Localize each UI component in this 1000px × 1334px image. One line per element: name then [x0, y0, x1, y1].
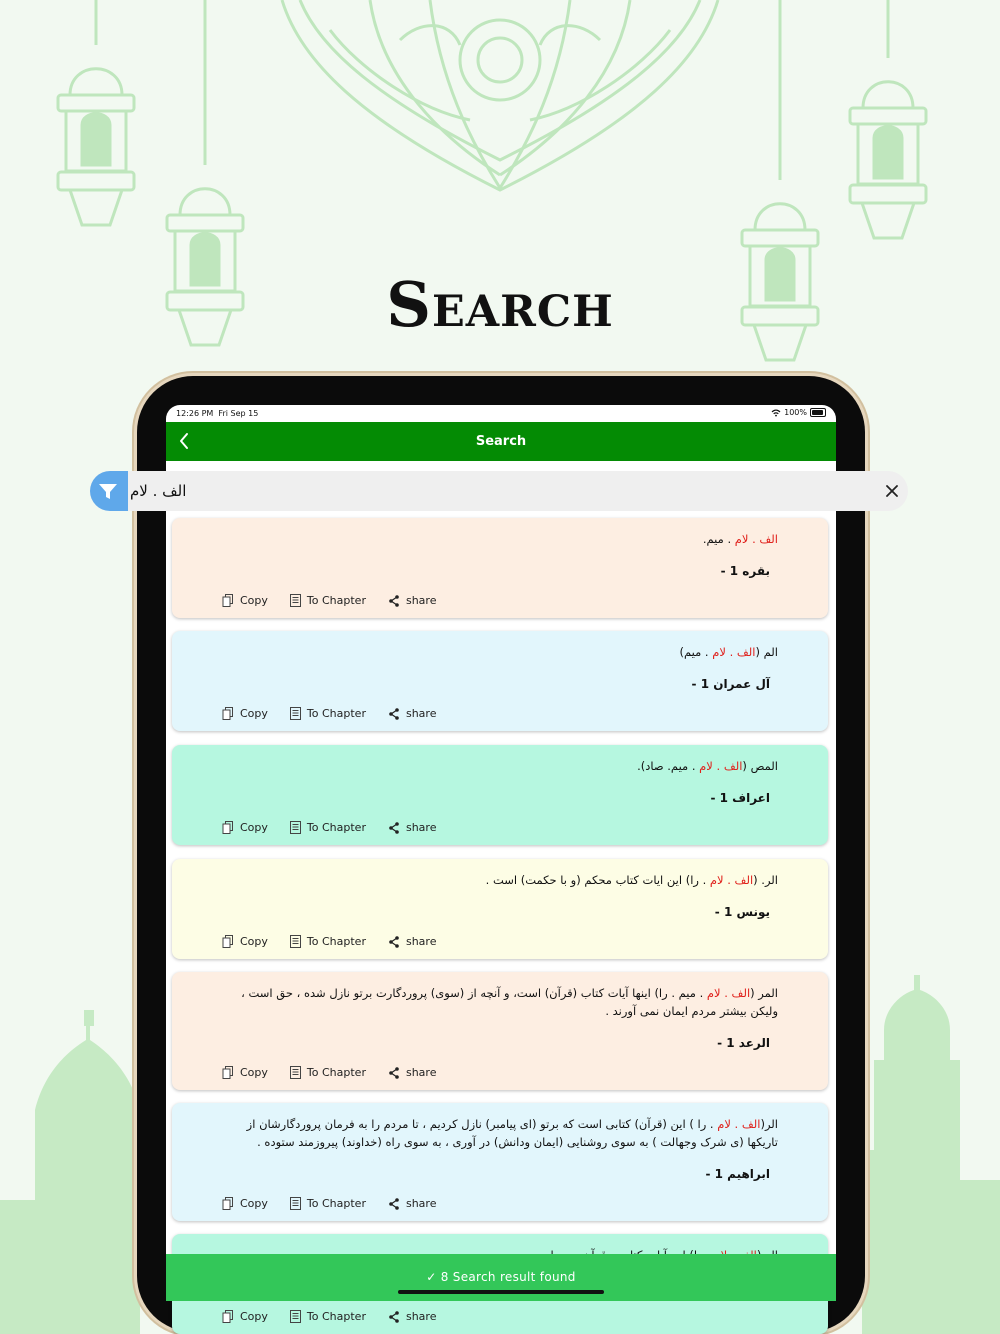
- verse-suffix: . را ) این (قرآن) کتابی است که برتو (ای پیامبر) نازل کردیم ، تا مردم را به فرمان پروردگارشان از تاریکها (ی شرک وجهالت ) به سوی روشنایی (ایمان ودانش) در آوری ، به سوی راه (خداوند) پیروزمند ستوده .: [246, 1117, 778, 1149]
- results-found-banner: [166, 1254, 836, 1301]
- document-icon: [290, 707, 301, 720]
- to-chapter-button[interactable]: [290, 707, 366, 720]
- share-icon: [388, 1311, 400, 1323]
- copy-label: Copy: [240, 1066, 268, 1079]
- to-chapter-label: To Chapter: [306, 1066, 366, 1079]
- verse-prefix: الر. (: [753, 873, 778, 887]
- copy-button[interactable]: [222, 1310, 268, 1323]
- card-actions: [222, 594, 458, 607]
- share-button[interactable]: [388, 1066, 437, 1079]
- card-actions: [222, 935, 458, 948]
- copy-button[interactable]: [222, 707, 268, 720]
- verse-suffix: . را) این ایات کتاب محکم (و با حکمت) است .: [485, 873, 710, 887]
- copy-icon: [222, 935, 234, 948]
- close-icon[interactable]: [882, 481, 902, 501]
- share-label: share: [405, 821, 437, 834]
- search-highlight: الف . لام: [709, 873, 754, 887]
- share-label: share: [405, 1310, 437, 1323]
- copy-icon: [222, 707, 234, 720]
- to-chapter-button[interactable]: [290, 1066, 366, 1079]
- battery-icon: [810, 408, 826, 417]
- verse-prefix: المص (: [742, 759, 778, 773]
- document-icon: [290, 821, 301, 834]
- share-button[interactable]: [388, 707, 437, 720]
- share-icon: [388, 595, 400, 607]
- copy-icon: [222, 594, 234, 607]
- verse-reference: ابراهیم 1 -: [705, 1167, 770, 1181]
- verse-suffix: . میم . را) اینها آیات کتاب (قرآن) است، و آنچه از (سوی) پروردگارت برتو نازل شده ، حق است ، ولیکن بیشتر مردم ایمان نمی آورند .: [241, 986, 778, 1018]
- copy-icon: [222, 1197, 234, 1210]
- status-time: 12:26 PM: [176, 409, 214, 418]
- share-button[interactable]: [388, 935, 437, 948]
- verse-reference: بقره 1 -: [720, 564, 770, 578]
- to-chapter-label: To Chapter: [306, 594, 366, 607]
- card-actions: [222, 1197, 458, 1210]
- verse-prefix: الر(: [760, 1117, 778, 1131]
- share-icon: [388, 936, 400, 948]
- document-icon: [290, 594, 301, 607]
- card-actions: [222, 1066, 458, 1079]
- copy-button[interactable]: [222, 1066, 268, 1079]
- result-card[interactable]: [172, 859, 828, 959]
- status-date: Fri Sep 15: [218, 409, 259, 418]
- to-chapter-button[interactable]: [290, 821, 366, 834]
- share-icon: [388, 1198, 400, 1210]
- share-icon: [388, 1067, 400, 1079]
- verse-prefix: المر (: [750, 986, 778, 1000]
- navigation-bar: [166, 422, 836, 461]
- mandala-ornament: [282, 0, 718, 190]
- filter-icon: [90, 471, 128, 511]
- search-highlight: الف . لام: [712, 645, 756, 659]
- to-chapter-button[interactable]: [290, 1197, 366, 1210]
- result-card[interactable]: [172, 972, 828, 1090]
- page-title: Search: [386, 268, 614, 341]
- share-label: share: [405, 594, 437, 607]
- share-label: share: [405, 1066, 437, 1079]
- verse-reference: اعراف 1 -: [710, 791, 770, 805]
- to-chapter-label: To Chapter: [306, 821, 366, 834]
- status-datetime: [176, 409, 258, 418]
- verse-suffix: . میم): [679, 645, 713, 659]
- verse-suffix: . میم. صاد).: [637, 759, 700, 773]
- card-actions: [222, 1310, 458, 1323]
- copy-label: Copy: [240, 707, 268, 720]
- document-icon: [290, 935, 301, 948]
- document-icon: [290, 1310, 301, 1323]
- verse-text: [222, 643, 778, 661]
- home-indicator[interactable]: [398, 1290, 604, 1294]
- copy-label: Copy: [240, 935, 268, 948]
- verse-reference: الرعد 1 -: [717, 1036, 770, 1050]
- result-card[interactable]: [172, 518, 828, 618]
- copy-label: Copy: [240, 1310, 268, 1323]
- to-chapter-button[interactable]: [290, 935, 366, 948]
- verse-text: [222, 984, 778, 1020]
- to-chapter-button[interactable]: [290, 1310, 366, 1323]
- to-chapter-label: To Chapter: [306, 707, 366, 720]
- share-button[interactable]: [388, 1310, 437, 1323]
- verse-reference: یونس 1 -: [714, 905, 770, 919]
- to-chapter-button[interactable]: [290, 594, 366, 607]
- search-highlight: الف . لام: [734, 532, 778, 546]
- filter-button[interactable]: [90, 471, 128, 511]
- document-icon: [290, 1197, 301, 1210]
- search-bar: [90, 471, 908, 511]
- share-button[interactable]: [388, 594, 437, 607]
- verse-text: [222, 757, 778, 775]
- app-screen: [166, 405, 836, 1323]
- copy-icon: [222, 1066, 234, 1079]
- copy-icon: [222, 821, 234, 834]
- verse-suffix: . میم.: [702, 532, 735, 546]
- document-icon: [290, 1066, 301, 1079]
- share-icon: [388, 708, 400, 720]
- copy-label: Copy: [240, 821, 268, 834]
- result-card[interactable]: [172, 631, 828, 731]
- copy-label: Copy: [240, 594, 268, 607]
- search-input[interactable]: [130, 471, 850, 511]
- result-card[interactable]: [172, 745, 828, 845]
- to-chapter-label: To Chapter: [306, 1197, 366, 1210]
- copy-button[interactable]: [222, 594, 268, 607]
- status-indicators: [771, 408, 826, 417]
- to-chapter-label: To Chapter: [306, 935, 366, 948]
- share-label: share: [405, 1197, 437, 1210]
- share-button[interactable]: [388, 821, 437, 834]
- copy-button[interactable]: [222, 1197, 268, 1210]
- search-highlight: الف . لام: [699, 759, 743, 773]
- result-card[interactable]: [172, 1103, 828, 1221]
- verse-prefix: الم (: [755, 645, 778, 659]
- verse-text: [222, 530, 778, 548]
- share-button[interactable]: [388, 1197, 437, 1210]
- status-bar: [166, 405, 836, 422]
- share-label: share: [405, 707, 437, 720]
- to-chapter-label: To Chapter: [306, 1310, 366, 1323]
- verse-text: [222, 1115, 778, 1151]
- search-highlight: الف . لام: [706, 986, 751, 1000]
- share-icon: [388, 822, 400, 834]
- search-highlight: الف . لام: [717, 1117, 761, 1131]
- copy-icon: [222, 1310, 234, 1323]
- verse-reference: آل عمران 1 -: [691, 677, 770, 691]
- copy-button[interactable]: [222, 935, 268, 948]
- wifi-icon: [771, 409, 781, 417]
- results-found-text: ✓ 8 Search result found: [426, 1270, 576, 1284]
- battery-percent: 100%: [784, 408, 807, 417]
- verse-text: [222, 871, 778, 889]
- card-actions: [222, 821, 458, 834]
- copy-label: Copy: [240, 1197, 268, 1210]
- copy-button[interactable]: [222, 821, 268, 834]
- nav-title: Search: [475, 434, 527, 449]
- card-actions: [222, 707, 458, 720]
- share-label: share: [405, 935, 437, 948]
